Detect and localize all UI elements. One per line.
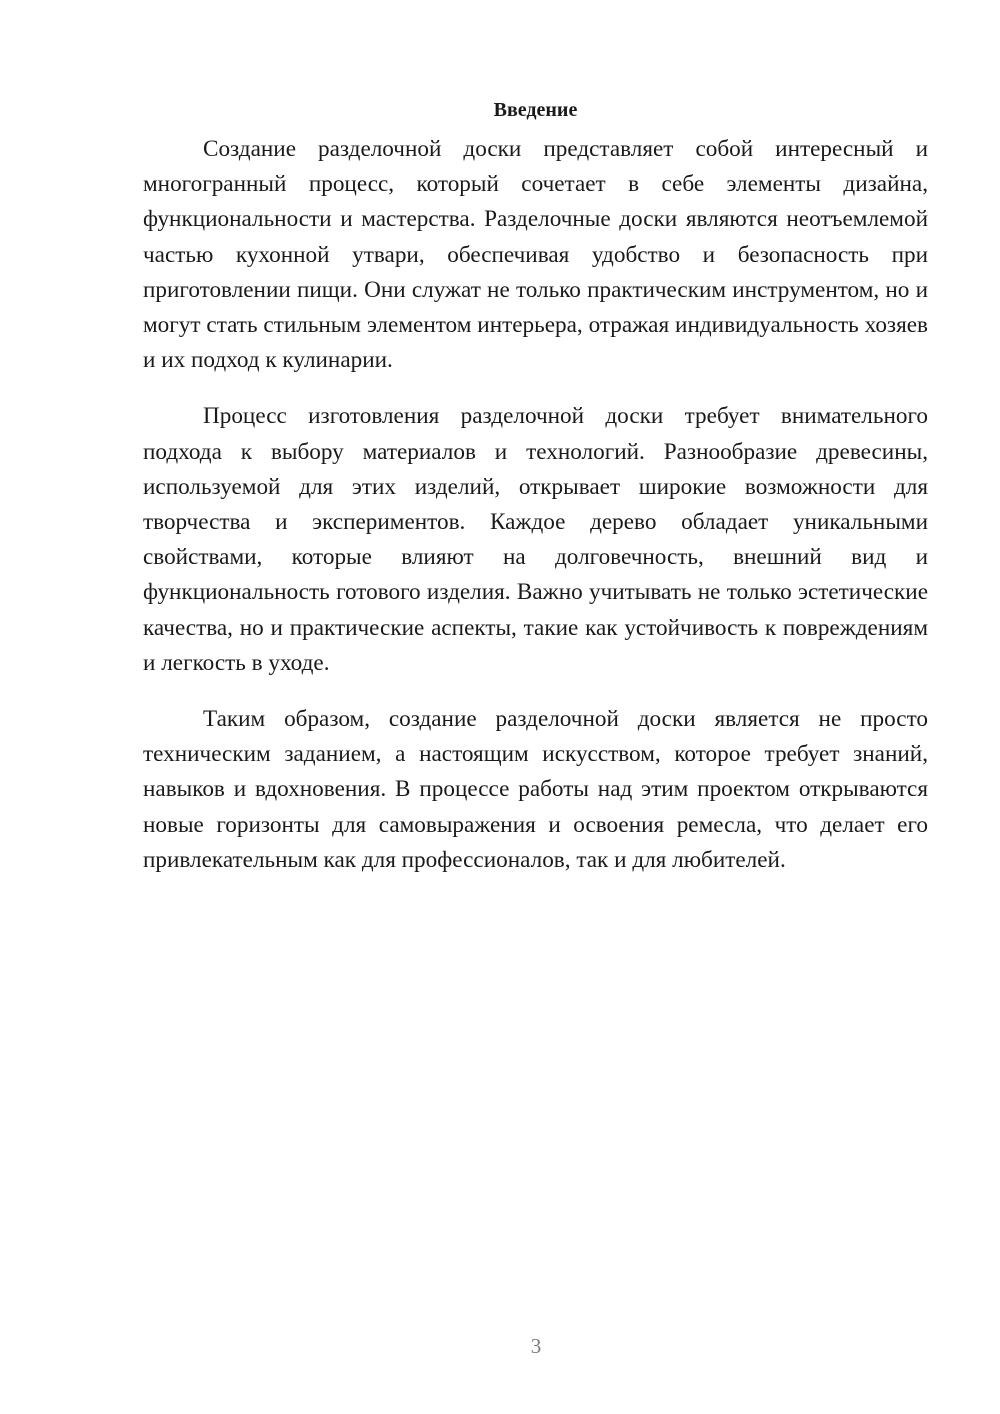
paragraph-2: Процесс изготовления разделочной доски требует внимательного подхода к выбору материалов и технологий. Разнообразие древесины, используемой для этих изделий, открывает широкие возможности для творчества и экспериментов. Каждое дерево обладает уникальными свойствами, которые влияют на долговечность, внешний вид и функциональность готового изделия. Важно учитывать не только эстетические качества, но и практические аспекты, такие как устойчивость к повреждениям и легкость в уходе. <box>143 403 928 676</box>
section-title: Введение <box>493 99 578 121</box>
paragraph-3: Таким образом, создание разделочной доски является не просто техническим заданием, а настоящим искусством, которое требует знаний, навыков и вдохновения. В процессе работы над этим проектом открываются новые горизонты для самовыражения и освоения ремесла, что делает его привлекательным как для профессионалов, так и для любителей. <box>143 706 928 873</box>
page-content <box>143 92 928 899</box>
page-number: 3 <box>530 1334 542 1358</box>
paragraph-1: Создание разделочной доски представляет собой интересный и многогранный процесс, который сочетает в себе элементы дизайна, функциональности и мастерства. Разделочные доски являются неотъемлемой частью кухонной утвари, обеспечивая удобство и безопасность при приготовлении пищи. Они служат не только практическим инструментом, но и могут стать стильным элементом интерьера, отражая индивидуальность хозяев и их подход к кулинарии. <box>143 136 928 374</box>
